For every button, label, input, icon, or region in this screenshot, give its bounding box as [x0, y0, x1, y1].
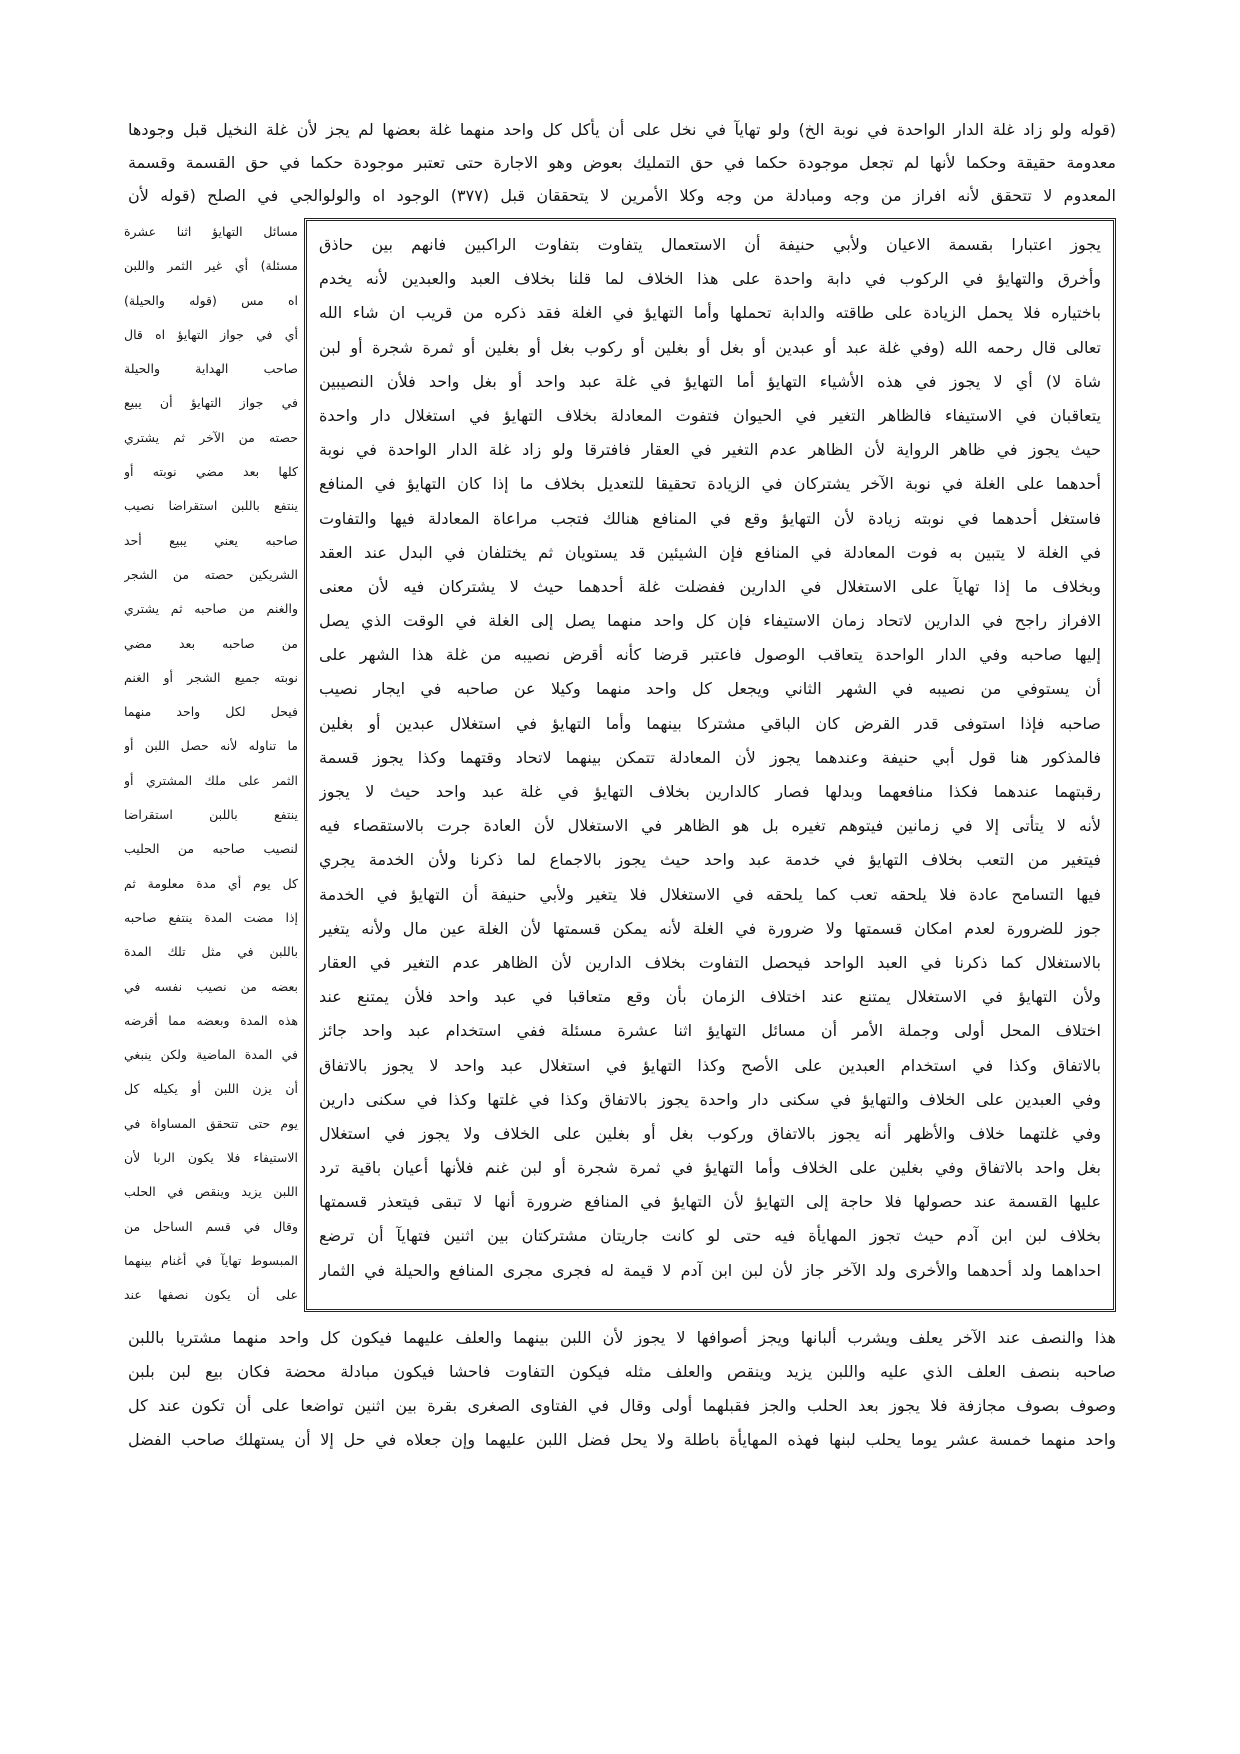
main-text-line: باختياره فلا يحمل الزيادة على طاقته والدابة تحملها وأما التهايؤ في الغلة فقد ذكره من قريب ان شاء الله: [319, 303, 1101, 323]
margin-note-line: فيحل لكل واحد منهما: [124, 704, 298, 720]
main-text-box: [304, 218, 1116, 1312]
bottom-text-line: هذا والنصف عند الآخر يعلف ويشرب ألبانها ويجز أصوافها لا يجوز لأن اللبن بينهما والعلف عليهما فيكون كل واحد منهما مشتريا باللبن: [128, 1328, 1116, 1347]
main-text-line: الافراز راجح في الدارين لاتحاد زمان الاستيفاء فإن كل واحد منهما يصل إلى الغلة في الوقت الذي يصل: [319, 611, 1101, 631]
margin-note-line: ينتفع باللبن استقراضا نصيب: [124, 498, 298, 514]
margin-note-line: نوبته جميع الشجر أو الغنم: [124, 669, 298, 685]
main-text-line: جوز للضرورة لعدم امكان قسمتها ولا ضرورة في الغلة لأنه يمكن قسمتها لأن الغلة عين مال ولأنه يتغير: [319, 918, 1101, 938]
margin-note-line: والغنم من صاحبه ثم يشتري: [124, 601, 298, 617]
main-text-line: بخلاف لبن ابن آدم حيث تجوز المهايأة فيه حتى لو كانت جاريتان مشتركتان بين اثنين فتهايآ أن ترضع: [319, 1226, 1101, 1246]
margin-note-line: من صاحبه بعد مضي: [124, 635, 298, 651]
main-text-line: وفي غلتهما خلاف والأظهر أنه يجوز بالاتفاق وركوب بغل أو بغلين على الخلاف ولا يجوز في استغلال: [319, 1123, 1101, 1143]
bottom-text-line: صاحبه بنصف العلف الذي عليه واللبن يزيد وينقص والعلف مثله فيكون التفاوت فاحشا فيكون مبادلة محضة فكان بيع لبن بلبن: [128, 1362, 1116, 1381]
top-text-line: المعدوم لا تتحقق لأنه افراز من وجه ومبادلة من وجه وكلا الأمرين لا يتحققان قبل (٣٧٧) الوجود اه والولوالجي في الصلح (قوله لأن: [128, 186, 1116, 205]
bottom-commentary-block: [128, 1321, 1116, 1457]
main-text-line: فاستغل أحدهما في نوبته زيادة لأن التهايؤ وقع في المنافع هنالك فتجب مراعاة المعادلة فيها والتفاوت: [319, 508, 1101, 528]
main-text-line: يتعاقبان في الاستيفاء فالظاهر التغير في الحيوان فتفوت المعادلة بخلاف التهايؤ في استغلال دار واحدة: [319, 405, 1101, 425]
main-text-line: وفي العبدين على الخلاف والتهايؤ في سكنى دار واحدة يجوز بالاتفاق وكذا في غلتها وكذا في سكنى دارين: [319, 1089, 1101, 1109]
main-text-line: عليها القسمة عند حصولها فلا حاجة إلى التهايؤ لأن التهايؤ في المنافع ضرورة أنها لا تبقى فيتعذر قسمتها: [319, 1192, 1101, 1212]
bottom-text-line: واحد منهما خمسة عشر يوما يحلب لبنها فهذه المهايأة باطلة ولا يحل فضل اللبن عليهما وإن جعلاه في حل إلا أن يستهلك صاحب الفضل: [128, 1430, 1116, 1449]
main-text-line: ولأن التهايؤ في الاستغلال يمتنع عند اختلاف الزمان بأن وقع متعاقبا في عبد واحد فلأن يمتنع عند: [319, 987, 1101, 1007]
margin-note-line: اللبن يزيد وينقص في الحلب: [124, 1184, 298, 1200]
main-text-line: حيث يجوز في ظاهر الرواية لأن الظاهر عدم التغير في العقار فافترقا ولو زاد غلة الدار الواحدة في نوبة: [319, 440, 1101, 460]
main-text-line: بالاتفاق وكذا في استخدام العبدين على الأصح وكذا التهايؤ في استغلال عبد واحد لا يجوز بالاتفاق: [319, 1055, 1101, 1075]
top-commentary-block: [128, 113, 1116, 212]
margin-note-line: في جواز التهايؤ أن يبيع: [124, 395, 298, 411]
margin-note-line: إذا مضت المدة ينتفع صاحبه: [124, 909, 298, 925]
margin-note-line: هذه المدة وبعضه مما أقرضه: [124, 1012, 298, 1028]
main-text-line: وبخلاف ما إذا تهايآ على الاستغلال في الدارين ففضلت غلة أحدهما حيث لا يشتركان فيه لأن معنى: [319, 576, 1101, 596]
margin-note-line: أي في جواز التهايؤ اه قال: [124, 326, 298, 342]
margin-note-line: ينتفع باللبن استقراضا: [124, 807, 298, 823]
margin-note-line: مسئلة) أي غير الثمر واللبن: [124, 258, 298, 274]
margin-note-line: صاحب الهداية والحيلة: [124, 361, 298, 377]
margin-note-line: مسائل التهايؤ اثنا عشرة: [124, 224, 298, 239]
margin-note-line: كل يوم أي مدة معلومة ثم: [124, 875, 298, 891]
margin-commentary: [124, 215, 298, 1313]
main-text-line: أن يستوفي من نصيبه في الشهر الثاني ويجعل كل واحد منهما وكيلا عن صاحبه في ايجار نصيب: [319, 679, 1101, 699]
main-text-line: فيتغير من التعب بخلاف التهايؤ في خدمة عبد واحد حيث يجوز بالاجماع لما ذكرنا ولأن الخدمة يجري: [319, 850, 1101, 870]
margin-note-line: حصته من الآخر ثم يشتري: [124, 429, 298, 445]
main-text-line: فالمذكور هنا قول أبي حنيفة وعندهما يجوز لأن المعادلة تتمكن بينهما لاتحاد وقتهما وكذا يجوز قسمة: [319, 747, 1101, 767]
margin-note-line: الاستيفاء فلا يكون الربا لأن: [124, 1150, 298, 1166]
margin-note-line: على أن يكون نصفها عند: [124, 1287, 298, 1303]
margin-note-line: بعضه من نصيب نفسه في: [124, 978, 298, 994]
main-text-line: احداهما ولد أحدهما والأخرى ولد الآخر جاز لأن لبن ابن آدم لا قيمة له فجرى مجرى المنافع والحيلة في الثمار: [319, 1260, 1101, 1280]
margin-note-line: في المدة الماضية ولكن ينبغي: [124, 1047, 298, 1063]
margin-note-line: المبسوط تهايآ في أغنام بينهما: [124, 1252, 298, 1268]
main-text-line: بالاستغلال كما ذكرنا في العبد الواحد فيحصل التفاوت بخلاف الدارين لأن الظاهر عدم التغير في العقار: [319, 952, 1101, 972]
margin-note-line: كلها بعد مضي نوبته أو: [124, 464, 298, 480]
bottom-text-line: وصوف بصوف مجازفة فلا يجوز بعد الحلب والجز فقبلهما أولى وقال في الفتاوى الصغرى بقرة بين اثنين تواضعا على أن تكون عند كل: [128, 1396, 1116, 1415]
main-text-line: رقبتهما عندهما فكذا منافعهما وبدلها فصار كالدارين بخلاف التهايؤ في غلة عبد واحد حيث لا يجوز: [319, 782, 1101, 801]
margin-note-line: اه مس (قوله والحيلة): [124, 292, 298, 308]
main-text-line: وأخرق والتهايؤ في الركوب في دابة واحدة على هذا الخلاف لما قلنا بخلاف العبد والعبدين لأنه يخدم: [319, 269, 1101, 289]
main-text-line: لأنه لا يتأتى إلا في زمانين فيتوهم تغيره بل هو الظاهر في الاستغلال لأن العادة جرت بالاستقصاء فيه: [319, 816, 1101, 836]
main-text-line: في الغلة لا يتبين به فوت المعادلة في المنافع فإن الشيئين قد يستويان ثم يختلفان في البدل عند العقد: [319, 542, 1101, 562]
main-text-line: فيها التسامح عادة فلا يلحقه تعب كما يلحقه في الاستغلال فلا يتغير ولأبي حنيفة أن التهايؤ في الخدمة: [319, 884, 1101, 904]
main-text-line: اختلاف المحل أولى وجملة الأمر أن مسائل التهايؤ اثنا عشرة مسئلة ففي استخدام عبد واحد جائز: [319, 1021, 1101, 1041]
margin-note-line: باللبن في مثل تلك المدة: [124, 944, 298, 960]
main-text-line: بغل واحد بالاتفاق وفي بغلين على الخلاف وأما التهايؤ في ثمرة شجرة أو لبن غنم فلأنها أعيان باقية ترد: [319, 1158, 1101, 1178]
main-text-line: أحدهما على الغلة في نوبة الآخر يشتركان في الزيادة تحقيقا للتعديل بخلاف ما إذا كان التهايؤ في المنافع: [319, 474, 1101, 494]
top-text-line: (قوله ولو زاد غلة الدار الواحدة في نوبة الخ) ولو تهايآ في نخل على أن يأكل كل واحد منهما غلة بعضها لم يجز لأن غلة النخيل قبل وجودها: [128, 120, 1116, 139]
margin-note-line: ما تناوله لأنه حصل اللبن أو: [124, 738, 298, 754]
margin-note-line: صاحبه يعني يبيع أحد: [124, 532, 298, 548]
main-text-line: إليها صاحبه وفي الدار الواحدة يتعاقب الوصول فاعتبر قرضا كأنه أقرض نصيبه من غلة هذا الشهر على: [319, 645, 1101, 665]
main-text-line: تعالى قال رحمه الله (وفي غلة عبد أو عبدين أو بغل أو بغلين أو ركوب بغل أو بغلين أو ثمرة شجرة أو لبن: [319, 337, 1101, 357]
margin-note-line: يوم حتى تتحقق المساواة في: [124, 1115, 298, 1131]
top-text-line: معدومة حقيقة وحكما لأنها لم تجعل موجودة حكما في حق التمليك بعوض وهو الاجارة حتى تعتبر موجودة حكما في حق القسمة وقسمة: [128, 153, 1116, 172]
main-text-line: يجوز اعتبارا بقسمة الاعيان ولأبي حنيفة أن الاستعمال يتفاوت بتفاوت الراكبين فانهم بين حاذق: [319, 235, 1101, 254]
main-text-line: صاحبه فإذا استوفى قدر القرض كان الباقي مشتركا بينهما وأما التهايؤ في استغلال عبدين أو بغلين: [319, 713, 1101, 733]
main-text-line: شاة لا) أي لا يجوز في هذه الأشياء التهايؤ أما التهايؤ في غلة عبد واحد أو بغل واحد فلأن النصيبين: [319, 371, 1101, 391]
margin-note-line: وقال في قسم الساحل من: [124, 1218, 298, 1234]
margin-note-line: أن يزن اللبن أو يكيله كل: [124, 1081, 298, 1097]
margin-note-line: لنصيب صاحبه من الحليب: [124, 841, 298, 857]
margin-note-line: الثمر على ملك المشتري أو: [124, 772, 298, 788]
margin-note-line: الشريكين حصته من الشجر: [124, 566, 298, 582]
